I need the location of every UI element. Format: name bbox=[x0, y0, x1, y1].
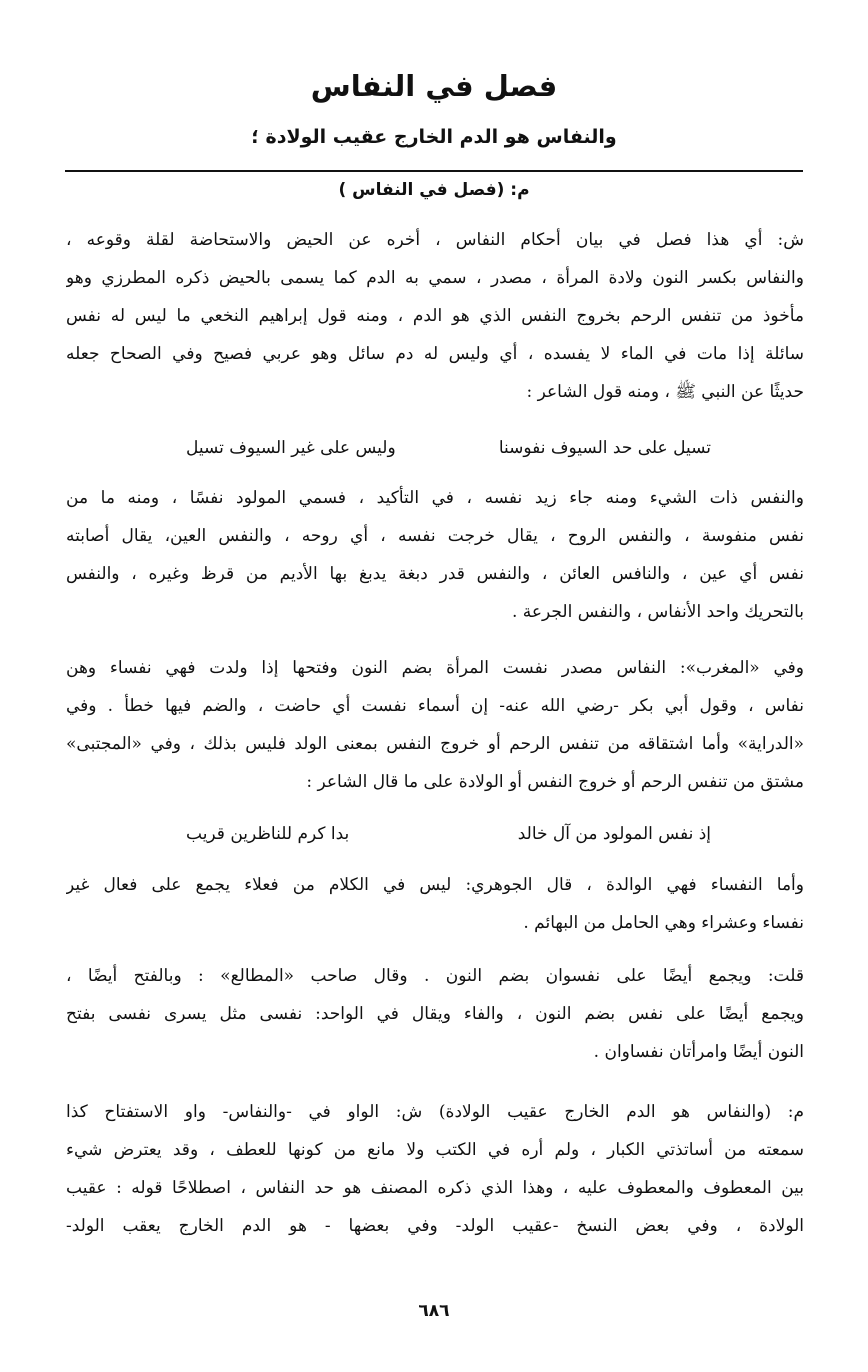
text-line: والنفس ذات الشيء ومنه جاء زيد نفسه ، في التأكيد ، فسمي المولود نفسًا ، ومنه ما من bbox=[66, 488, 804, 508]
verse-first-hemistich: إذ نفس المولود من آل خالد bbox=[517, 824, 711, 844]
text-line: سائلة إذا مات في الماء لا يفسده ، أي وليس له دم سائل وهو عربي فصيح وفي الصحاح جعله bbox=[66, 344, 804, 364]
text-line: نفس منفوسة ، والنفس الروح ، يقال خرجت نفسه ، أي روحه ، والنفس العين، يقال أصابته bbox=[66, 526, 804, 546]
matn-text: والنفاس هو الدم الخارج عقيب الولادة ؛ bbox=[251, 126, 617, 148]
paragraph-jawhari bbox=[66, 866, 804, 942]
paragraph-mughrib bbox=[66, 649, 804, 801]
poem-verse bbox=[66, 429, 804, 467]
text-line: ويجمع أيضًا على نفس بضم النون ، والفاء ويقال في الواحد: نفسى مثل يسرى نفسى بفتح bbox=[66, 1004, 804, 1024]
text-line: نفس أي عين ، والنافس العائن ، والنفس قدر دبغة يدبغ بها الأديم من قرظ وغيره ، والنفس bbox=[66, 564, 804, 584]
verse-first-hemistich: تسيل على حد السيوف نفوسنا bbox=[498, 438, 711, 458]
text-line: «الدراية» وأما اشتقاقه من تنفس الرحم أو خروج النفس بمعنى الولد فليس بذلك ، وفي «المجتبى» bbox=[66, 734, 804, 754]
text-line: وأما النفساء فهي الوالدة ، قال الجوهري: ليس في الكلام من فعلاء يجمع على فعال غير bbox=[66, 875, 804, 895]
paragraph-commentary bbox=[66, 1093, 804, 1245]
paragraph-meanings bbox=[66, 479, 804, 631]
chapter-title: فصل في النفاس bbox=[310, 69, 558, 103]
poem-verse bbox=[66, 815, 804, 853]
text-line: النون أيضًا وامرأتان نفساوان . bbox=[593, 1042, 804, 1062]
verse-second-hemistich: وليس على غير السيوف تسيل bbox=[186, 438, 396, 458]
text-line: بين المعطوف والمعطوف عليه ، وهذا الذي ذكره المصنف هو حد النفاس ، اصطلاحًا قوله : عقيب bbox=[66, 1178, 804, 1198]
text-line: م: (والنفاس هو الدم الخارج عقيب الولادة) ش: الواو في -والنفاس- واو الاستفتاح كذا bbox=[66, 1102, 804, 1122]
text-line: ش: أي هذا فصل في بيان أحكام النفاس ، أخره عن الحيض والاستحاضة لقلة وقوعه ، bbox=[66, 230, 804, 250]
text-line: نفاس ، وقول أبي بكر -رضي الله عنه- إن أسماء نفست أي حاضت ، والضم فيها خطأ . وفي bbox=[66, 696, 804, 716]
page-number: ٦٨٦ bbox=[418, 1301, 450, 1321]
text-line: بالتحريك واحد الأنفاس ، والنفس الجرعة . bbox=[511, 602, 804, 622]
separator-rule bbox=[65, 170, 803, 172]
text-line: مشتق من تنفس الرحم أو خروج النفس أو الولادة على ما قال الشاعر : bbox=[306, 772, 804, 792]
text-line: والنفاس بكسر النون ولادة المرأة ، مصدر ، سمي به الدم كما يسمى بالحيض ذكره المطرزي وهو bbox=[66, 268, 804, 288]
text-line: نفساء وعشراء وهي الحامل من البهائم . bbox=[523, 913, 804, 933]
text-line: قلت: ويجمع أيضًا على نفسوان بضم النون . وقال صاحب «المطالع» : وبالفتح أيضًا ، bbox=[66, 966, 804, 986]
text-line: حديثًا عن النبي ﷺ ، ومنه قول الشاعر : bbox=[526, 382, 804, 402]
paragraph-plural bbox=[66, 957, 804, 1071]
paragraph-definition bbox=[66, 221, 804, 411]
text-line: سمعته من أساتذتي الكبار ، ولم أره في الكتب ولا مانع من كونها للعطف ، وقد يعترض شيء bbox=[66, 1140, 804, 1160]
text-line: الولادة ، وفي بعض النسخ -عقيب الولد- وفي بعضها - هو الدم الخارج يعقب الولد- bbox=[66, 1216, 804, 1236]
verse-second-hemistich: بدا كرم للناظرين قريب bbox=[186, 824, 350, 844]
text-line: مأخوذ من تنفس الرحم بخروج النفس الذي هو الدم ، ومنه قول إبراهيم النخعي ما ليس له نفس bbox=[66, 306, 804, 326]
text-line: وفي «المغرب»: النفاس مصدر نفست المرأة بضم النون وفتحها إذا ولدت فهي نفساء وهن bbox=[66, 658, 804, 678]
section-heading: م: (فصل في النفاس ) bbox=[338, 180, 530, 200]
